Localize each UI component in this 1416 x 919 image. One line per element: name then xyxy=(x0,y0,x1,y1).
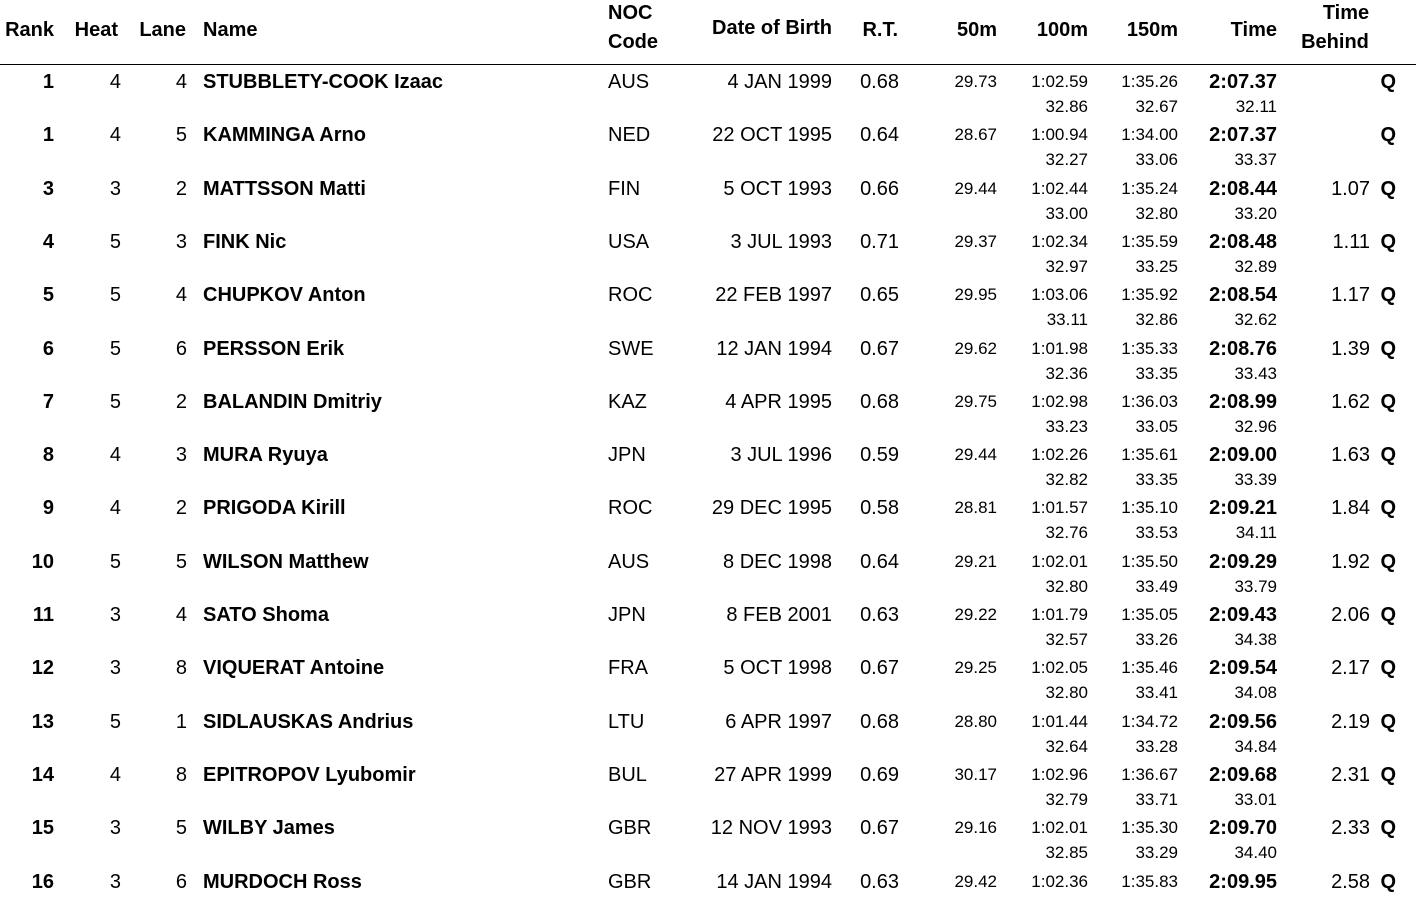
lap-100m: 32.80 xyxy=(1045,576,1088,596)
split-50m: 29.16 xyxy=(954,818,997,838)
lap-150m: 33.41 xyxy=(1135,683,1178,703)
lane-cell: 5 xyxy=(175,550,187,573)
final-time: 2:09.56 xyxy=(1209,710,1277,733)
reaction-time: 0.67 xyxy=(860,337,899,360)
qualified-mark: Q xyxy=(1380,870,1396,893)
swimmer-name: WILSON Matthew xyxy=(203,550,369,573)
lap-150m: 33.25 xyxy=(1135,256,1178,276)
time-behind: 1.63 xyxy=(1331,444,1370,467)
qualified-mark: Q xyxy=(1380,444,1396,467)
lap-final: 34.40 xyxy=(1234,843,1277,863)
rank-cell: 11 xyxy=(32,604,54,626)
time-header: Time xyxy=(1230,19,1277,41)
reaction-time: 0.68 xyxy=(860,710,899,733)
table-row xyxy=(0,173,1416,226)
heat-cell: 5 xyxy=(109,390,121,413)
split-50m: 30.17 xyxy=(954,764,997,784)
qualified-mark: Q xyxy=(1380,550,1396,573)
qualified-mark: Q xyxy=(1380,763,1396,786)
lap-final: 32.62 xyxy=(1234,310,1277,330)
lane-cell: 5 xyxy=(175,817,187,840)
rank-cell: 1 xyxy=(42,124,54,147)
rank-cell: 8 xyxy=(42,444,54,467)
rt-header: R.T. xyxy=(862,19,898,41)
lap-150m: 32.86 xyxy=(1135,310,1178,330)
final-time: 2:09.00 xyxy=(1209,444,1277,467)
swimmer-name: PRIGODA Kirill xyxy=(203,497,346,520)
lap-150m: 33.26 xyxy=(1135,630,1178,649)
lap-150m: 33.71 xyxy=(1135,789,1178,809)
lane-cell: 4 xyxy=(175,71,187,93)
lap-final: 32.96 xyxy=(1234,416,1277,436)
time-behind: 1.84 xyxy=(1331,497,1370,520)
heat-cell: 4 xyxy=(109,444,121,467)
date-of-birth: 3 JUL 1996 xyxy=(730,444,832,467)
split-50m: 29.95 xyxy=(954,285,997,305)
lap-100m: 32.64 xyxy=(1045,736,1088,756)
split-100m: 1:01.57 xyxy=(1031,498,1088,518)
split-50m: 29.37 xyxy=(954,231,997,251)
lap-100m: 32.27 xyxy=(1045,150,1088,170)
lap-final: 33.01 xyxy=(1234,789,1277,809)
lap-final: 34.38 xyxy=(1234,630,1277,649)
heat-cell: 5 xyxy=(109,710,121,733)
rank-cell: 9 xyxy=(42,497,54,520)
heat-header: Heat xyxy=(74,19,118,41)
split-150m: 1:35.24 xyxy=(1121,178,1178,198)
heat-cell: 3 xyxy=(109,657,121,680)
time-behind: 1.39 xyxy=(1331,337,1370,360)
swimmer-name: MATTSSON Matti xyxy=(203,177,366,200)
time-behind: 2.33 xyxy=(1331,817,1370,840)
reaction-time: 0.58 xyxy=(860,497,899,520)
noc-code: JPN xyxy=(608,444,646,467)
split-50m: 29.75 xyxy=(954,391,997,411)
rank-cell: 16 xyxy=(31,870,54,893)
split-150m: 1:35.50 xyxy=(1121,551,1178,571)
lane-cell: 1 xyxy=(175,710,187,733)
split-100m: 1:02.59 xyxy=(1031,72,1088,91)
lane-cell: 2 xyxy=(175,390,187,413)
lane-header: Lane xyxy=(139,19,186,41)
noc-code: KAZ xyxy=(608,390,647,413)
swimmer-name: KAMMINGA Arno xyxy=(203,124,366,147)
split-150m: 1:36.67 xyxy=(1121,764,1178,784)
split-100m: 1:01.79 xyxy=(1031,605,1088,624)
split-150m: 1:34.00 xyxy=(1121,125,1178,145)
date-of-birth: 12 NOV 1993 xyxy=(710,817,832,840)
lap-150m: 33.49 xyxy=(1135,576,1178,596)
split-50m: 29.25 xyxy=(954,658,997,678)
results-header xyxy=(0,0,1416,65)
noc-code: NED xyxy=(608,124,651,147)
final-time: 2:09.21 xyxy=(1209,497,1277,520)
split-50m: 29.22 xyxy=(954,605,997,624)
lap-100m: 32.86 xyxy=(1045,97,1088,116)
lap-150m: 32.67 xyxy=(1135,97,1178,116)
table-row xyxy=(0,66,1416,119)
split-100m-header: 100m xyxy=(1036,19,1088,41)
qualified-mark: Q xyxy=(1380,817,1396,840)
swimmer-name: BALANDIN Dmitriy xyxy=(203,390,382,413)
lane-cell: 6 xyxy=(175,337,187,360)
lap-final: 32.89 xyxy=(1234,256,1277,276)
time-behind: 1.07 xyxy=(1331,177,1370,200)
heat-cell: 5 xyxy=(109,284,121,307)
lap-100m: 32.79 xyxy=(1045,789,1088,809)
lap-100m: 33.00 xyxy=(1045,203,1088,223)
table-row xyxy=(0,439,1416,492)
time-behind: 1.92 xyxy=(1331,550,1370,573)
lap-150m: 33.28 xyxy=(1135,736,1178,756)
split-100m: 1:02.44 xyxy=(1031,178,1088,198)
reaction-time: 0.63 xyxy=(860,604,899,626)
table-row xyxy=(0,226,1416,279)
table-row xyxy=(0,333,1416,386)
rank-cell: 7 xyxy=(42,390,54,413)
lap-150m: 33.29 xyxy=(1135,843,1178,863)
swimmer-name: WILBY James xyxy=(203,817,335,840)
noc-code: SWE xyxy=(608,337,654,360)
lap-final: 33.43 xyxy=(1234,363,1277,383)
table-row xyxy=(0,279,1416,332)
split-150m: 1:35.26 xyxy=(1121,72,1178,91)
split-50m: 29.44 xyxy=(954,445,997,465)
lap-final: 33.39 xyxy=(1234,470,1277,490)
reaction-time: 0.69 xyxy=(860,763,899,786)
qualified-mark: Q xyxy=(1380,230,1396,253)
table-row xyxy=(0,706,1416,759)
table-row xyxy=(0,119,1416,172)
noc-code: FIN xyxy=(608,177,641,200)
reaction-time: 0.64 xyxy=(860,124,899,147)
heat-cell: 3 xyxy=(109,817,121,840)
qualified-mark: Q xyxy=(1380,497,1396,520)
swimmer-name: SIDLAUSKAS Andrius xyxy=(203,710,414,733)
date-of-birth: 5 OCT 1993 xyxy=(723,177,832,200)
split-50m: 29.42 xyxy=(954,871,997,891)
time-behind: 2.31 xyxy=(1331,763,1370,786)
split-150m: 1:35.59 xyxy=(1121,231,1178,251)
rank-cell: 15 xyxy=(31,817,54,840)
qualified-mark: Q xyxy=(1380,657,1396,680)
final-time: 2:09.95 xyxy=(1209,870,1277,893)
qualified-mark: Q xyxy=(1380,604,1396,626)
date-of-birth: 8 DEC 1998 xyxy=(723,550,832,573)
table-row xyxy=(0,652,1416,705)
qualified-mark: Q xyxy=(1380,177,1396,200)
name-header: Name xyxy=(203,19,258,41)
lap-100m: 32.80 xyxy=(1045,683,1088,703)
lane-cell: 8 xyxy=(175,657,187,680)
final-time: 2:09.43 xyxy=(1209,604,1277,626)
split-150m: 1:35.10 xyxy=(1121,498,1178,518)
date-of-birth: 12 JAN 1994 xyxy=(716,337,832,360)
rank-cell: 12 xyxy=(31,657,54,680)
qualified-mark: Q xyxy=(1380,71,1396,93)
split-150m: 1:34.72 xyxy=(1121,711,1178,731)
final-time: 2:07.37 xyxy=(1209,71,1277,93)
split-100m: 1:02.01 xyxy=(1031,551,1088,571)
qualified-mark: Q xyxy=(1380,124,1396,147)
lap-final: 34.11 xyxy=(1235,523,1277,543)
split-100m: 1:02.05 xyxy=(1031,658,1088,678)
date-of-birth: 14 JAN 1994 xyxy=(716,870,832,893)
time-behind: 1.11 xyxy=(1332,230,1370,253)
lap-100m: 32.57 xyxy=(1045,630,1088,649)
heat-cell: 5 xyxy=(109,337,121,360)
split-150m: 1:35.61 xyxy=(1121,445,1178,465)
rank-cell: 4 xyxy=(42,230,54,253)
swimmer-name: STUBBLETY-COOK Izaac xyxy=(203,71,444,93)
date-of-birth: 4 APR 1995 xyxy=(725,390,832,413)
lap-final: 34.84 xyxy=(1234,736,1277,756)
split-50m: 29.21 xyxy=(954,551,997,571)
split-50m: 28.80 xyxy=(954,711,997,731)
lane-cell: 2 xyxy=(175,177,187,200)
split-50m: 28.67 xyxy=(954,125,997,145)
split-100m: 1:00.94 xyxy=(1031,125,1088,145)
lap-150m: 33.53 xyxy=(1135,523,1178,543)
final-time: 2:08.48 xyxy=(1209,230,1277,253)
date-of-birth: 8 FEB 2001 xyxy=(726,604,832,626)
lap-150m: 32.80 xyxy=(1135,203,1178,223)
reaction-time: 0.65 xyxy=(860,284,899,307)
rank-cell: 14 xyxy=(31,763,54,786)
table-row xyxy=(0,866,1416,919)
dob-header: Date of Birth xyxy=(712,17,832,39)
reaction-time: 0.66 xyxy=(860,177,899,200)
table-row xyxy=(0,492,1416,545)
reaction-time: 0.59 xyxy=(860,444,899,467)
date-of-birth: 22 OCT 1995 xyxy=(712,124,832,147)
split-100m: 1:02.98 xyxy=(1031,391,1088,411)
lane-cell: 8 xyxy=(175,763,187,786)
qualified-mark: Q xyxy=(1380,390,1396,413)
lane-cell: 6 xyxy=(175,870,187,893)
rank-cell: 1 xyxy=(42,71,54,93)
lap-100m: 32.85 xyxy=(1045,843,1088,863)
noc-code: USA xyxy=(608,230,650,253)
time-behind: 2.58 xyxy=(1331,870,1370,893)
heat-cell: 3 xyxy=(109,604,121,626)
split-150m: 1:35.92 xyxy=(1121,285,1178,305)
date-of-birth: 29 DEC 1995 xyxy=(711,497,832,520)
split-100m: 1:02.26 xyxy=(1031,445,1088,465)
table-row xyxy=(0,599,1416,652)
heat-cell: 4 xyxy=(109,497,121,520)
lap-final: 33.20 xyxy=(1234,203,1277,223)
final-time: 2:08.99 xyxy=(1209,390,1277,413)
lane-cell: 4 xyxy=(175,604,187,626)
qualified-mark: Q xyxy=(1380,284,1396,307)
lap-100m: 32.97 xyxy=(1045,256,1088,276)
split-150m: 1:35.05 xyxy=(1121,605,1178,624)
reaction-time: 0.67 xyxy=(860,817,899,840)
heat-cell: 4 xyxy=(109,763,121,786)
reaction-time: 0.67 xyxy=(860,657,899,680)
time-behind: 1.62 xyxy=(1331,390,1370,413)
table-row xyxy=(0,546,1416,599)
swimmer-name: PERSSON Erik xyxy=(203,337,345,360)
split-50m: 29.73 xyxy=(954,72,997,91)
split-150m: 1:35.33 xyxy=(1121,338,1178,358)
lane-cell: 4 xyxy=(175,284,187,307)
noc-code: JPN xyxy=(608,604,646,626)
lap-100m: 33.23 xyxy=(1045,416,1088,436)
noc-code: GBR xyxy=(608,870,652,893)
date-of-birth: 27 APR 1999 xyxy=(714,763,832,786)
noc-code: GBR xyxy=(608,817,652,840)
split-150m: 1:35.30 xyxy=(1121,818,1178,838)
split-150m: 1:36.03 xyxy=(1121,391,1178,411)
qualified-mark: Q xyxy=(1380,710,1396,733)
time-behind: 2.19 xyxy=(1331,710,1370,733)
heat-cell: 3 xyxy=(109,177,121,200)
lane-cell: 2 xyxy=(175,497,187,520)
table-row xyxy=(0,759,1416,812)
split-50m: 28.81 xyxy=(954,498,997,518)
noc-header-line1: NOC xyxy=(608,2,653,24)
split-150m: 1:35.83 xyxy=(1121,871,1178,891)
split-150m: 1:35.46 xyxy=(1121,658,1178,678)
final-time: 2:08.76 xyxy=(1209,337,1277,360)
lap-150m: 33.35 xyxy=(1135,363,1178,383)
heat-cell: 4 xyxy=(109,124,121,147)
split-100m: 1:02.34 xyxy=(1031,231,1088,251)
swimmer-name: MURA Ryuya xyxy=(203,444,328,467)
reaction-time: 0.68 xyxy=(860,71,899,93)
split-50m: 29.62 xyxy=(954,338,997,358)
final-time: 2:09.54 xyxy=(1209,657,1277,680)
time-behind: 1.17 xyxy=(1331,284,1370,307)
rank-header: Rank xyxy=(5,19,54,41)
split-50m-header: 50m xyxy=(956,19,997,41)
noc-code: LTU xyxy=(608,710,645,733)
lap-100m: 32.36 xyxy=(1045,363,1088,383)
rank-cell: 6 xyxy=(42,337,54,360)
final-time: 2:08.54 xyxy=(1209,284,1277,307)
date-of-birth: 22 FEB 1997 xyxy=(715,284,832,307)
swimmer-name: SATO Shoma xyxy=(203,604,329,626)
split-150m-header: 150m xyxy=(1126,19,1178,41)
rank-cell: 10 xyxy=(31,550,54,573)
split-100m: 1:02.36 xyxy=(1031,871,1088,891)
split-100m: 1:03.06 xyxy=(1031,285,1088,305)
time-behind-header-line1: Time xyxy=(1322,2,1370,24)
table-row xyxy=(0,386,1416,439)
lap-final: 32.11 xyxy=(1235,97,1277,116)
split-100m: 1:02.96 xyxy=(1031,764,1088,784)
lap-final: 33.37 xyxy=(1234,150,1277,170)
noc-header-line2: Code xyxy=(608,31,658,53)
noc-code: BUL xyxy=(608,763,647,786)
heat-cell: 5 xyxy=(109,550,121,573)
table-row xyxy=(0,812,1416,865)
lane-cell: 3 xyxy=(175,444,187,467)
reaction-time: 0.64 xyxy=(860,550,899,573)
final-time: 2:08.44 xyxy=(1209,177,1277,200)
final-time: 2:09.70 xyxy=(1209,817,1277,840)
split-100m: 1:02.01 xyxy=(1031,818,1088,838)
noc-code: FRA xyxy=(608,657,648,680)
qualified-mark: Q xyxy=(1380,337,1396,360)
lap-100m: 32.82 xyxy=(1045,470,1088,490)
lap-150m: 33.35 xyxy=(1135,470,1178,490)
reaction-time: 0.71 xyxy=(860,230,899,253)
time-behind: 2.06 xyxy=(1331,604,1370,626)
lap-150m: 33.05 xyxy=(1135,416,1178,436)
noc-code: ROC xyxy=(608,497,653,520)
heat-cell: 4 xyxy=(109,71,121,93)
lap-150m: 33.06 xyxy=(1135,150,1178,170)
split-100m: 1:01.98 xyxy=(1031,338,1088,358)
swimmer-name: MURDOCH Ross xyxy=(203,870,362,893)
time-behind: 2.17 xyxy=(1331,657,1370,680)
time-behind-header-line2: Behind xyxy=(1301,31,1369,53)
swimmer-name: FINK Nic xyxy=(203,230,287,253)
final-time: 2:09.68 xyxy=(1209,763,1277,786)
split-50m: 29.44 xyxy=(954,178,997,198)
swimmer-name: EPITROPOV Lyubomir xyxy=(203,763,416,786)
swimmer-name: VIQUERAT Antoine xyxy=(203,657,385,680)
date-of-birth: 4 JAN 1999 xyxy=(727,71,832,93)
noc-code: AUS xyxy=(608,71,650,93)
rank-cell: 13 xyxy=(31,710,54,733)
heat-cell: 3 xyxy=(109,870,121,893)
split-100m: 1:01.44 xyxy=(1031,711,1088,731)
lap-final: 34.08 xyxy=(1234,683,1277,703)
rank-cell: 3 xyxy=(42,177,54,200)
lap-100m: 32.76 xyxy=(1045,523,1088,543)
date-of-birth: 6 APR 1997 xyxy=(725,710,832,733)
date-of-birth: 3 JUL 1993 xyxy=(730,230,832,253)
lane-cell: 5 xyxy=(175,124,187,147)
reaction-time: 0.63 xyxy=(860,870,899,893)
date-of-birth: 5 OCT 1998 xyxy=(723,657,832,680)
final-time: 2:09.29 xyxy=(1209,550,1277,573)
rank-cell: 5 xyxy=(42,284,54,307)
heat-cell: 5 xyxy=(109,230,121,253)
final-time: 2:07.37 xyxy=(1209,124,1277,147)
lap-100m: 33.11 xyxy=(1046,310,1088,330)
swimmer-name: CHUPKOV Anton xyxy=(203,284,366,307)
reaction-time: 0.68 xyxy=(860,390,899,413)
noc-code: ROC xyxy=(608,284,653,307)
lane-cell: 3 xyxy=(175,230,187,253)
noc-code: AUS xyxy=(608,550,650,573)
lap-final: 33.79 xyxy=(1234,576,1277,596)
